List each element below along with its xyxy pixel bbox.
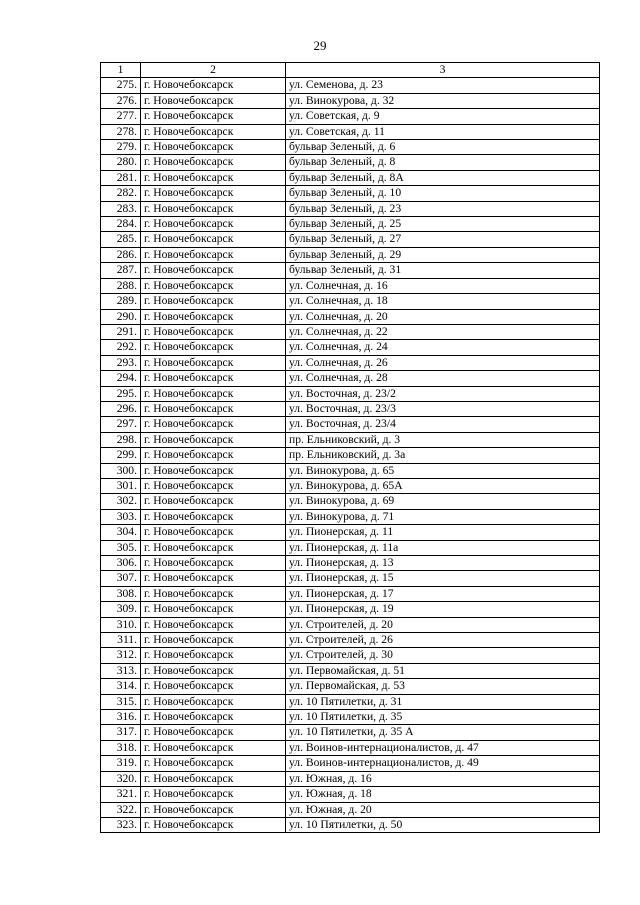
row-address: ул. Солнечная, д. 16 [286, 278, 600, 293]
table-row [101, 463, 600, 478]
row-city: г. Новочебоксарск [141, 478, 286, 493]
row-city: г. Новочебоксарск [141, 232, 286, 247]
row-address: ул. Восточная, д. 23/4 [286, 417, 600, 432]
column-header-city: 2 [141, 63, 286, 78]
table-row [101, 694, 600, 709]
row-address: ул. Солнечная, д. 28 [286, 371, 600, 386]
row-city: г. Новочебоксарск [141, 540, 286, 555]
row-city: г. Новочебоксарск [141, 771, 286, 786]
table-row [101, 648, 600, 663]
table-row [101, 371, 600, 386]
row-city: г. Новочебоксарск [141, 401, 286, 416]
row-city: г. Новочебоксарск [141, 371, 286, 386]
table-row [101, 740, 600, 755]
row-city: г. Новочебоксарск [141, 170, 286, 185]
column-header-address: 3 [286, 63, 600, 78]
row-address: ул. Восточная, д. 23/3 [286, 401, 600, 416]
row-number: 323. [101, 817, 141, 832]
table-row [101, 247, 600, 262]
row-city: г. Новочебоксарск [141, 710, 286, 725]
row-number: 292. [101, 340, 141, 355]
row-number: 301. [101, 478, 141, 493]
row-address: пр. Ельниковский, д. 3 [286, 432, 600, 447]
address-table-body [101, 63, 600, 833]
row-number: 286. [101, 247, 141, 262]
row-number: 279. [101, 140, 141, 155]
row-address: ул. Южная, д. 16 [286, 771, 600, 786]
row-number: 300. [101, 463, 141, 478]
table-row [101, 540, 600, 555]
row-number: 278. [101, 124, 141, 139]
row-address: ул. Строителей, д. 30 [286, 648, 600, 663]
row-number: 308. [101, 586, 141, 601]
row-address: ул. 10 Пятилетки, д. 35 А [286, 725, 600, 740]
table-row [101, 355, 600, 370]
row-city: г. Новочебоксарск [141, 463, 286, 478]
row-city: г. Новочебоксарск [141, 509, 286, 524]
table-row [101, 170, 600, 185]
table-row [101, 725, 600, 740]
table-row [101, 478, 600, 493]
row-number: 285. [101, 232, 141, 247]
table-row [101, 386, 600, 401]
row-city: г. Новочебоксарск [141, 263, 286, 278]
column-header-number: 1 [101, 63, 141, 78]
row-city: г. Новочебоксарск [141, 633, 286, 648]
row-city: г. Новочебоксарск [141, 201, 286, 216]
row-number: 295. [101, 386, 141, 401]
table-row [101, 756, 600, 771]
row-number: 307. [101, 571, 141, 586]
row-address: ул. Винокурова, д. 71 [286, 509, 600, 524]
row-number: 310. [101, 617, 141, 632]
table-row [101, 617, 600, 632]
row-address: ул. Пионерская, д. 17 [286, 586, 600, 601]
row-city: г. Новочебоксарск [141, 448, 286, 463]
row-address: ул. Строителей, д. 26 [286, 633, 600, 648]
page-number: 29 [313, 38, 327, 53]
table-row [101, 602, 600, 617]
row-city: г. Новочебоксарск [141, 155, 286, 170]
row-city: г. Новочебоксарск [141, 725, 286, 740]
row-address: ул. Пионерская, д. 19 [286, 602, 600, 617]
row-number: 321. [101, 787, 141, 802]
row-city: г. Новочебоксарск [141, 525, 286, 540]
row-address: ул. Восточная, д. 23/2 [286, 386, 600, 401]
row-address: ул. Солнечная, д. 18 [286, 294, 600, 309]
row-number: 298. [101, 432, 141, 447]
row-number: 297. [101, 417, 141, 432]
row-city: г. Новочебоксарск [141, 817, 286, 832]
row-city: г. Новочебоксарск [141, 417, 286, 432]
row-address: бульвар Зеленый, д. 10 [286, 186, 600, 201]
row-address: ул. Южная, д. 20 [286, 802, 600, 817]
row-city: г. Новочебоксарск [141, 247, 286, 262]
row-address: ул. 10 Пятилетки, д. 31 [286, 694, 600, 709]
table-row [101, 679, 600, 694]
row-address: ул. Советская, д. 11 [286, 124, 600, 139]
row-address: бульвар Зеленый, д. 27 [286, 232, 600, 247]
table-row [101, 633, 600, 648]
row-address: ул. Пионерская, д. 11 [286, 525, 600, 540]
row-number: 315. [101, 694, 141, 709]
row-city: г. Новочебоксарск [141, 694, 286, 709]
row-number: 317. [101, 725, 141, 740]
row-number: 302. [101, 494, 141, 509]
table-row [101, 787, 600, 802]
table-row [101, 448, 600, 463]
row-address: бульвар Зеленый, д. 29 [286, 247, 600, 262]
row-city: г. Новочебоксарск [141, 294, 286, 309]
row-number: 294. [101, 371, 141, 386]
row-city: г. Новочебоксарск [141, 679, 286, 694]
table-row [101, 309, 600, 324]
row-city: г. Новочебоксарск [141, 787, 286, 802]
row-number: 276. [101, 93, 141, 108]
table-row [101, 155, 600, 170]
row-city: г. Новочебоксарск [141, 309, 286, 324]
row-address: бульвар Зеленый, д. 6 [286, 140, 600, 155]
row-address: ул. 10 Пятилетки, д. 35 [286, 710, 600, 725]
table-header-row [101, 63, 600, 78]
row-city: г. Новочебоксарск [141, 663, 286, 678]
table-row [101, 802, 600, 817]
row-city: г. Новочебоксарск [141, 340, 286, 355]
row-city: г. Новочебоксарск [141, 324, 286, 339]
row-number: 314. [101, 679, 141, 694]
table-row [101, 186, 600, 201]
row-address: бульвар Зеленый, д. 8 [286, 155, 600, 170]
row-city: г. Новочебоксарск [141, 556, 286, 571]
table-row [101, 509, 600, 524]
row-number: 318. [101, 740, 141, 755]
row-number: 311. [101, 633, 141, 648]
table-row [101, 217, 600, 232]
row-number: 287. [101, 263, 141, 278]
row-address: ул. Винокурова, д. 69 [286, 494, 600, 509]
row-number: 312. [101, 648, 141, 663]
table-row [101, 556, 600, 571]
table-row [101, 417, 600, 432]
row-address: ул. Семенова, д. 23 [286, 78, 600, 93]
row-number: 319. [101, 756, 141, 771]
row-city: г. Новочебоксарск [141, 494, 286, 509]
row-address: ул. Солнечная, д. 20 [286, 309, 600, 324]
row-city: г. Новочебоксарск [141, 124, 286, 139]
table-row [101, 263, 600, 278]
row-city: г. Новочебоксарск [141, 432, 286, 447]
table-row [101, 663, 600, 678]
row-number: 275. [101, 78, 141, 93]
table-row [101, 771, 600, 786]
row-number: 316. [101, 710, 141, 725]
row-city: г. Новочебоксарск [141, 278, 286, 293]
table-row [101, 710, 600, 725]
row-address: ул. Пионерская, д. 13 [286, 556, 600, 571]
table-row [101, 278, 600, 293]
table-row [101, 109, 600, 124]
row-address: ул. Первомайская, д. 51 [286, 663, 600, 678]
row-number: 290. [101, 309, 141, 324]
row-city: г. Новочебоксарск [141, 93, 286, 108]
row-address: ул. Солнечная, д. 24 [286, 340, 600, 355]
row-address: ул. Первомайская, д. 53 [286, 679, 600, 694]
row-city: г. Новочебоксарск [141, 571, 286, 586]
table-row [101, 494, 600, 509]
row-address: ул. Пионерская, д. 15 [286, 571, 600, 586]
row-number: 284. [101, 217, 141, 232]
row-number: 306. [101, 556, 141, 571]
row-city: г. Новочебоксарск [141, 617, 286, 632]
row-city: г. Новочебоксарск [141, 802, 286, 817]
row-number: 313. [101, 663, 141, 678]
row-number: 283. [101, 201, 141, 216]
row-address: ул. 10 Пятилетки, д. 50 [286, 817, 600, 832]
row-city: г. Новочебоксарск [141, 602, 286, 617]
table-row [101, 324, 600, 339]
row-city: г. Новочебоксарск [141, 586, 286, 601]
row-city: г. Новочебоксарск [141, 140, 286, 155]
row-address: бульвар Зеленый, д. 31 [286, 263, 600, 278]
table-row [101, 586, 600, 601]
table-row [101, 93, 600, 108]
row-number: 309. [101, 602, 141, 617]
row-address: бульвар Зеленый, д. 23 [286, 201, 600, 216]
table-row [101, 140, 600, 155]
row-address: бульвар Зеленый, д. 8А [286, 170, 600, 185]
row-city: г. Новочебоксарск [141, 648, 286, 663]
row-address: ул. Винокурова, д. 65 [286, 463, 600, 478]
row-address: ул. Воинов-интернационалистов, д. 49 [286, 756, 600, 771]
table-row [101, 525, 600, 540]
row-address: ул. Винокурова, д. 65А [286, 478, 600, 493]
row-number: 305. [101, 540, 141, 555]
row-address: ул. Южная, д. 18 [286, 787, 600, 802]
row-address: ул. Винокурова, д. 32 [286, 93, 600, 108]
row-address: ул. Воинов-интернационалистов, д. 47 [286, 740, 600, 755]
table-row [101, 340, 600, 355]
table-row [101, 432, 600, 447]
row-city: г. Новочебоксарск [141, 355, 286, 370]
row-city: г. Новочебоксарск [141, 386, 286, 401]
row-number: 320. [101, 771, 141, 786]
table-row [101, 232, 600, 247]
row-number: 299. [101, 448, 141, 463]
row-address: ул. Строителей, д. 20 [286, 617, 600, 632]
row-address: ул. Солнечная, д. 26 [286, 355, 600, 370]
address-table [100, 62, 600, 833]
row-address: ул. Советская, д. 9 [286, 109, 600, 124]
row-number: 291. [101, 324, 141, 339]
row-number: 304. [101, 525, 141, 540]
table-row [101, 124, 600, 139]
row-number: 322. [101, 802, 141, 817]
table-row [101, 294, 600, 309]
row-city: г. Новочебоксарск [141, 217, 286, 232]
row-number: 282. [101, 186, 141, 201]
row-city: г. Новочебоксарск [141, 109, 286, 124]
row-number: 281. [101, 170, 141, 185]
row-address: пр. Ельниковский, д. 3а [286, 448, 600, 463]
row-city: г. Новочебоксарск [141, 186, 286, 201]
table-row [101, 571, 600, 586]
table-row [101, 817, 600, 832]
row-number: 280. [101, 155, 141, 170]
table-row [101, 401, 600, 416]
row-city: г. Новочебоксарск [141, 756, 286, 771]
row-city: г. Новочебоксарск [141, 740, 286, 755]
row-number: 288. [101, 278, 141, 293]
row-number: 277. [101, 109, 141, 124]
row-address: бульвар Зеленый, д. 25 [286, 217, 600, 232]
table-row [101, 78, 600, 93]
row-city: г. Новочебоксарск [141, 78, 286, 93]
row-number: 303. [101, 509, 141, 524]
row-number: 289. [101, 294, 141, 309]
row-number: 296. [101, 401, 141, 416]
row-number: 293. [101, 355, 141, 370]
table-row [101, 201, 600, 216]
row-address: ул. Солнечная, д. 22 [286, 324, 600, 339]
row-address: ул. Пионерская, д. 11а [286, 540, 600, 555]
